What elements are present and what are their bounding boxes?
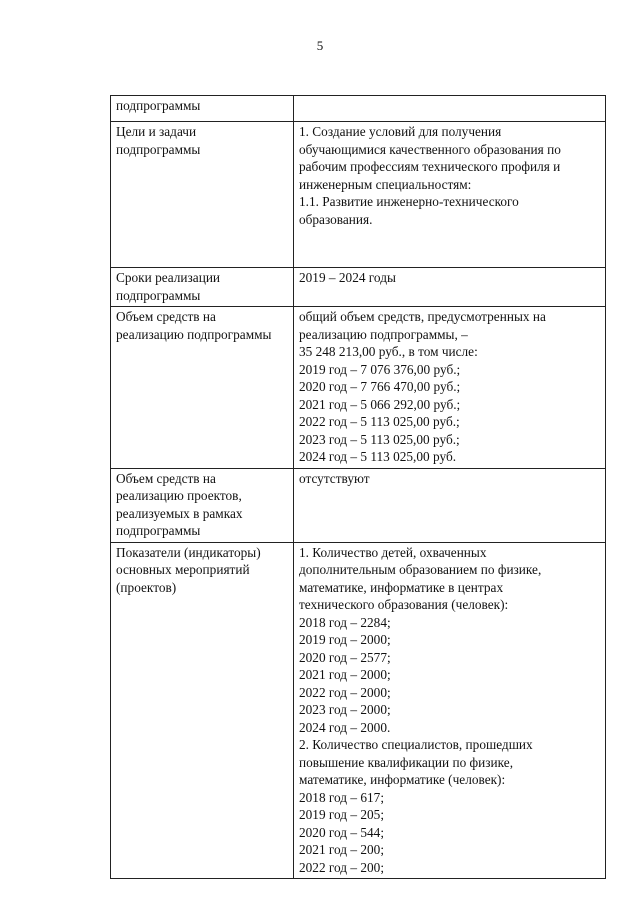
value-line: 2. Количество специалистов, прошедших (299, 737, 533, 752)
value-line: 2022 год – 200; (299, 859, 385, 875)
value-line: обучающимися качественного образования по (299, 141, 561, 157)
row-value (294, 268, 606, 307)
value-line: 2022 год – 5 113 025,00 руб.; (299, 414, 460, 429)
value-line: 2018 год – 617; (299, 789, 385, 805)
value-line: 35 248 213,00 руб., в том числе: (299, 344, 478, 359)
value-line: 2024 год – 2000. (299, 719, 391, 735)
table-row (111, 268, 606, 307)
row-label: Сроки реализации подпрограммы (111, 268, 294, 307)
row-value (294, 307, 606, 469)
passport-table (110, 95, 606, 879)
row-label: подпрограммы (111, 96, 294, 122)
value-line: 2023 год – 5 113 025,00 руб.; (299, 431, 460, 447)
value-line: 2023 год – 2000; (299, 702, 391, 717)
value-line: дополнительным образованием по физике, (299, 562, 542, 577)
row-label: Объем средств на реализацию проектов, реализуемых в рамках подпрограммы (111, 468, 294, 542)
value-line: общий объем средств, предусмотренных на (299, 309, 546, 324)
table-row (111, 542, 606, 879)
value-line: инженерным специальностям: (299, 176, 472, 192)
value-line: 2019 год – 2000; (299, 632, 391, 647)
row-label: Объем средств на реализацию подпрограммы (111, 307, 294, 469)
value-line: 2020 год – 2577; (299, 649, 391, 665)
value-line: образования. (299, 211, 373, 227)
table-row (111, 96, 606, 122)
value-line: 2022 год – 2000; (299, 684, 391, 700)
value-line: 2019 год – 205; (299, 807, 385, 822)
value-line: технического образования (человек): (299, 597, 509, 612)
value-line: 2020 год – 544; (299, 824, 385, 840)
value-line: 2021 год – 200; (299, 842, 385, 857)
value-line: 2019 год – 7 076 376,00 руб.; (299, 361, 461, 377)
value-line: математике, информатике (человек): (299, 772, 506, 787)
value-line: 2021 год – 5 066 292,00 руб.; (299, 396, 461, 412)
row-label: Показатели (индикаторы) основных мероприятий (проектов) (111, 542, 294, 879)
value-line: 1. Количество детей, охваченных (299, 544, 487, 560)
row-label: Цели и задачи подпрограммы (111, 122, 294, 268)
value-line: 1. Создание условий для получения (299, 124, 502, 139)
value-line: 2024 год – 5 113 025,00 руб. (299, 449, 457, 464)
row-value (294, 96, 606, 122)
value-line: 2020 год – 7 766 470,00 руб.; (299, 379, 461, 394)
value-line: 2019 – 2024 годы (299, 270, 396, 285)
value-line: повышение квалификации по физике, (299, 754, 514, 770)
row-value (294, 468, 606, 542)
value-line: реализацию подпрограммы, – (299, 326, 468, 342)
value-line: 2021 год – 2000; (299, 667, 391, 682)
value-line: рабочим профессиям технического профиля и (299, 159, 561, 174)
table-row (111, 468, 606, 542)
row-value (294, 542, 606, 879)
value-line: отсутствуют (299, 470, 370, 486)
table-row (111, 307, 606, 469)
page-number: 5 (316, 38, 324, 53)
value-line: 1.1. Развитие инженерно-технического (299, 194, 519, 209)
row-value (294, 122, 606, 268)
value-line: 2018 год – 2284; (299, 614, 391, 630)
table-row (111, 122, 606, 268)
value-line: математике, информатике в центрах (299, 579, 504, 595)
